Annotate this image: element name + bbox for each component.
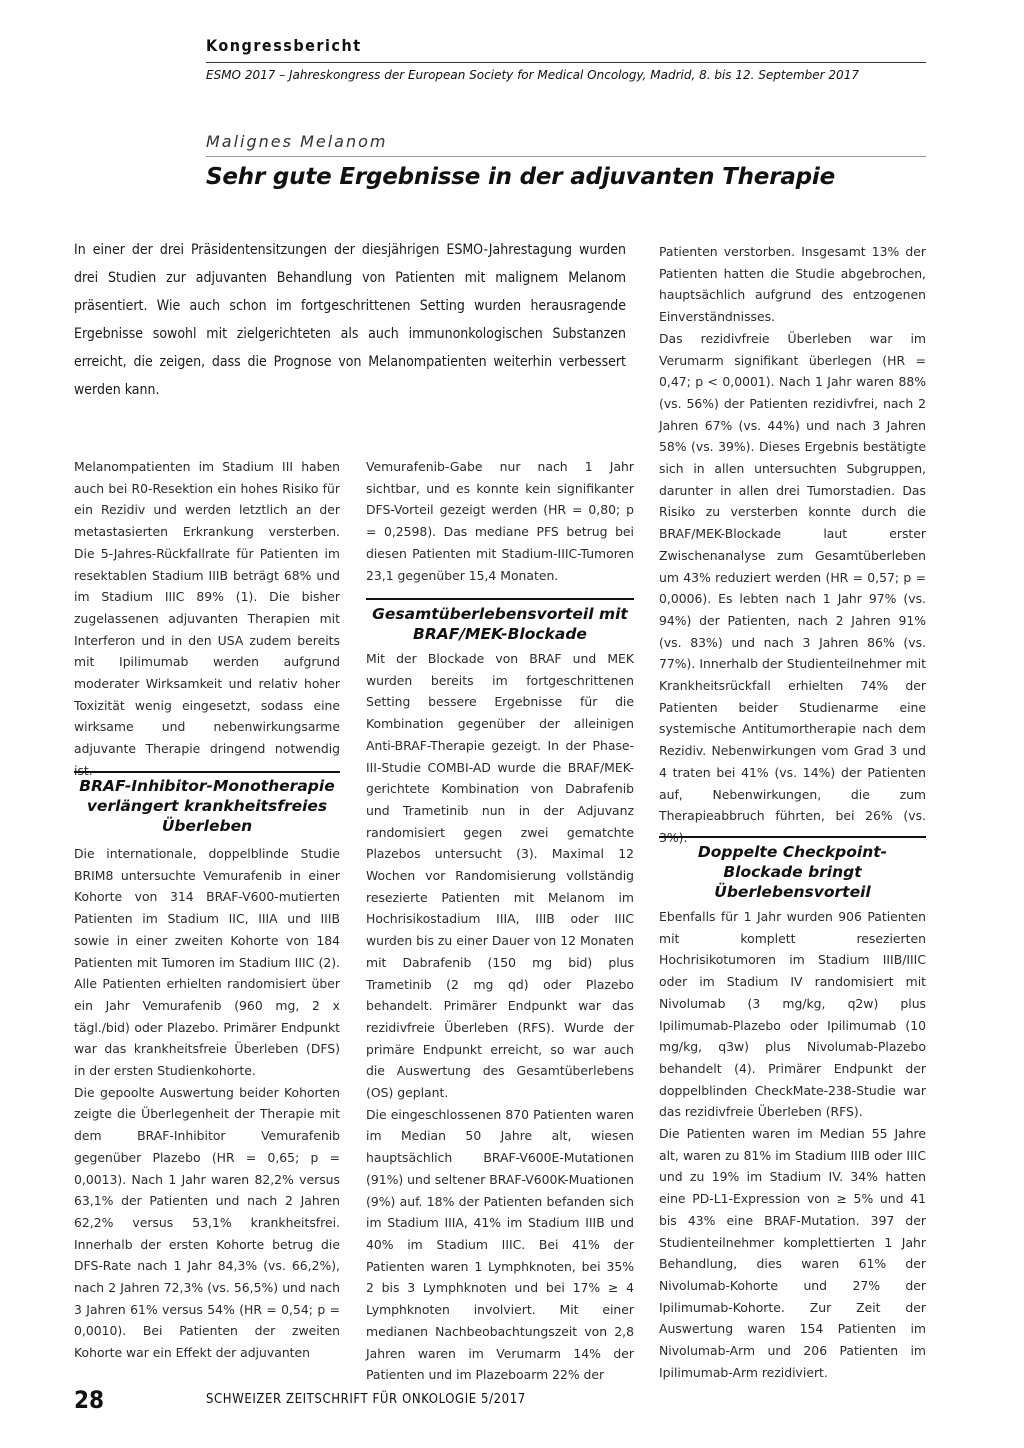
body-paragraph: Die gepoolte Auswertung beider Kohorten zeigte die Überlegenheit der Therapie mit dem BRAF-Inhibitor Vemurafenib gegenüber Plazebo (HR = 0,65; p = 0,0013). Nach 1 Jahr waren 82,2% versus 63,1% der Patienten und nach 2 Jahren 62,2% versus 53,1% krankheitsfrei. Innerhalb der ersten Kohorte betrug die DFS-Rate nach 1 Jahr 84,3% (vs. 66,2%), nach 2 Jahren 72,3% (vs. 56,5%) und nach 3 Jahren 61% versus 54% (HR = 0,54; p = 0,0010). Bei Patienten der zweiten Kohorte war ein Effekt der adjuvanten <box>74 1084 340 1361</box>
body-paragraph: Die Patienten waren im Median 55 Jahre alt, waren zu 81% im Stadium IIIB oder IIIC und zu 19% im Stadium IV. 34% hatten eine PD-L1-Expression von ≥ 5% und 41 bis 43% eine BRAF-Mutation. 397 der Studienteilnehmer komplettierten 1 Jahr Behandlung, dies waren 61% der Nivolumab-Kohorte und 27% der Ipilimumab-Kohorte. Zur Zeit der Auswertung waren 154 Patienten im Nivolumab-Arm und 206 Patienten im Ipilimumab-Arm rezidiviert. <box>659 1126 926 1380</box>
kicker-label: Kongressbericht <box>206 36 362 55</box>
body-paragraph: Patienten verstorben. Insgesamt 13% der Patienten hatten die Studie abgebrochen, hauptsächlich aufgrund des entzogenen Einverständnisses. <box>659 244 926 325</box>
column-2-body <box>366 648 634 1386</box>
subheading-braf-mek: Gesamtüberlebensvorteil mit BRAF/MEK-Blockade <box>372 605 628 643</box>
column-1-body <box>74 843 340 1364</box>
article-title: Sehr gute Ergebnisse in der adjuvanten Therapie <box>206 164 836 190</box>
column-3-intro <box>659 241 926 849</box>
subheading-rule <box>659 836 926 838</box>
lead-paragraph: In einer der drei Präsidentensitzungen der diesjährigen ESMO-Jahrestagung wurden drei Studien zur adjuvanten Behandlung von Patienten mit malignem Melanom präsentiert. Wie auch schon im fortgeschrittenen Setting wurden herausragende Ergebnisse sowohl mit zielgerichteten als auch immunonkologischen Substanzen erreicht, die zeigen, dass die Prognose von Melanompatienten weiterhin verbessert werden kann. <box>74 242 626 398</box>
body-paragraph: Vemurafenib-Gabe nur nach 1 Jahr sichtbar, und es konnte kein signifikanter DFS-Vorteil gezeigt werden (HR = 0,80; p = 0,2598). Das mediane PFS betrug bei diesen Patienten mit Stadium-IIIC-Tumoren 23,1 gegenüber 15,4 Monaten. <box>366 459 634 583</box>
body-paragraph: Ebenfalls für 1 Jahr wurden 906 Patienten mit komplett resezierten Hochrisikotumoren im Stadium IIIB/IIIC oder im Stadium IV randomisiert mit Nivolumab (3 mg/kg, q2w) plus Ipilimumab-Plazebo oder Ipilimumab (10 mg/kg, q3w) plus Nivolumab-Plazebo behandelt (4). Primärer Endpunkt der doppelblinden CheckMate-238-Studie war das rezidivfreie Überleben (RFS). <box>659 909 926 1120</box>
column-1-intro <box>74 456 340 782</box>
body-paragraph: Melanompatienten im Stadium III haben auch bei R0-Resektion ein hohes Risiko für ein Rezidiv und werden letztlich an der metastasierten Erkrankung versterben. Die 5-Jahres-Rückfallrate für Patienten im resektablen Stadium IIIB beträgt 68% und im Stadium IIIC 89% (1). Die bisher zugelassenen adjuvanten Therapien mit Interferon und in den USA zudem bereits mit Ipilimumab werden aufgrund moderater Wirksamkeit und relativ hoher Toxizität wenig eingesetzt, sodass eine wirksame und nebenwirkungsarme adjuvante Therapie dringend notwendig ist. <box>74 459 340 778</box>
subheading-braf-monotherapy: BRAF-Inhibitor-Monotherapie verlängert krankheitsfreies Überleben <box>79 777 335 835</box>
column-3-body <box>659 906 926 1383</box>
header-divider <box>206 62 926 63</box>
conference-line: ESMO 2017 – Jahreskongress der European Society for Medical Oncology, Madrid, 8. bis 12. September 2017 <box>206 68 859 82</box>
journal-name: SCHWEIZER ZEITSCHRIFT FÜR ONKOLOGIE 5/2017 <box>206 1392 526 1407</box>
subheading-rule <box>366 598 634 600</box>
page-number: 28 <box>74 1386 105 1414</box>
body-paragraph: Die eingeschlossenen 870 Patienten waren im Median 50 Jahre alt, wiesen hauptsächlich BRAF-V600E-Mutationen (91%) und seltener BRAF-V600K-Muationen (9%) auf. 18% der Patienten befanden sich im Stadium IIIA, 41% im Stadium IIIB und 40% im Stadium IIIC. Bei 41% der Patienten waren 1 Lymphknoten, bei 35% 2 bis 3 Lymphknoten und bei 17% ≥ 4 Lymphknoten involviert. Mit einer medianen Nachbeobachtungszeit von 2,8 Jahren waren im Verumarm 14% der Patienten und im Plazeboarm 22% der <box>366 1106 634 1383</box>
subheading-rule <box>74 771 340 773</box>
column-2-intro <box>366 456 634 586</box>
title-divider <box>206 156 926 157</box>
body-paragraph: Die internationale, doppelblinde Studie BRIM8 untersuchte Vemurafenib in einer Kohorte von 314 BRAF-V600-mutierten Patienten im Stadium IIC, IIIA und IIIB sowie in einer zweiten Kohorte von 184 Patienten mit Tumoren im Stadium IIIC (2). Alle Patienten erhielten randomisiert über ein Jahr Vemurafenib (960 mg, 2 x tägl./bid) oder Plazebo. Primärer Endpunkt war das krankheitsfreie Überleben (DFS) in der ersten Studienkohorte. <box>74 846 340 1079</box>
body-paragraph: Das rezidivfreie Überleben war im Verumarm signifikant überlegen (HR = 0,47; p < 0,0001). Nach 1 Jahr waren 88% (vs. 56%) der Patienten rezidivfrei, nach 2 Jahren 67% (vs. 44%) und nach 3 Jahren 58% (vs. 39%). Dieses Ergebnis bestätigte sich in allen untersuchten Subgruppen, darunter in allen drei Tumorstadien. Das Risiko zu versterben konnte durch die BRAF/MEK-Blockade laut erster Zwischenanalyse zum Gesamtüberleben um 43% reduziert werden (HR = 0,57; p = 0,0006). Es lebten nach 1 Jahr 97% (vs. 94%) der Patienten, nach 2 Jahren 91% (vs. 83%) und nach 3 Jahren 86% (vs. 77%). Innerhalb der Studienteilnehmer mit Krankheitsrückfall erhielten 74% der Patienten beider Studienarme eine systemische Antitumortherapie nach dem Rezidiv. Nebenwirkungen vom Grad 3 und 4 traten bei 41% (vs. 14%) der Patienten auf, Nebenwirkungen, die zum Therapieabbruch führten, bei 26% (vs. 3%). <box>659 330 926 845</box>
body-paragraph: Mit der Blockade von BRAF und MEK wurden bereits im fortgeschrittenen Setting bessere Ergebnisse für die Kombination gegenüber der alleinigen Anti-BRAF-Therapie gezeigt. In der Phase-III-Studie COMBI-AD wurde die BRAF/MEK-gerichtete Kombination von Dabrafenib und Trametinib nun in der Adjuvanz randomisiert gegen zwei gematchte Plazebos untersucht (3). Maximal 12 Wochen vor Randomisierung vollständig resezierte Patienten mit Melanom im Hochrisikostadium IIIA, IIIB oder IIIC wurden bis zu einer Dauer von 12 Monaten mit Dabrafenib (150 mg bid) plus Trametinib (2 mg qd) oder Plazebo behandelt. Primärer Endpunkt war das rezidivfreie Überleben (RFS). Wurde der primäre Endpunkt erreicht, so war auch die Auswertung des Gesamtüberlebens (OS) geplant. <box>366 651 634 1101</box>
subheading-checkpoint: Doppelte Checkpoint-Blockade bringt Überlebensvorteil <box>697 843 888 901</box>
section-label: Malignes Melanom <box>206 132 388 151</box>
